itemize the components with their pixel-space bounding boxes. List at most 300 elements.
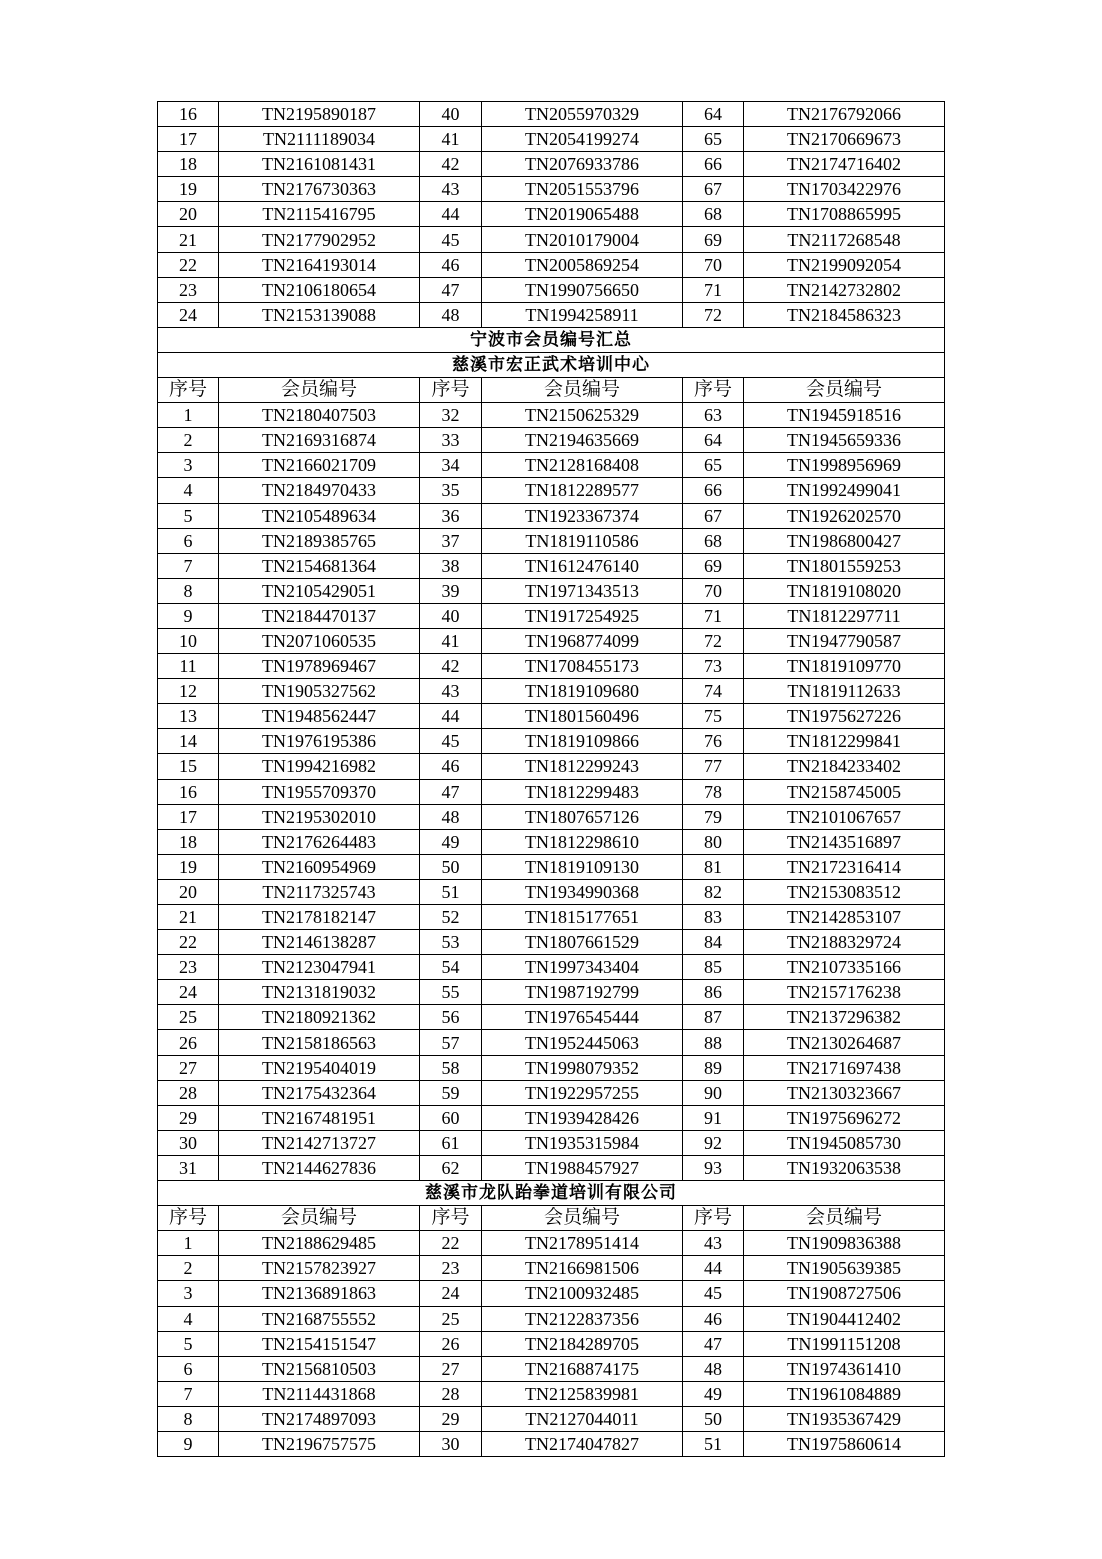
member-number-cell: TN2199092054 xyxy=(744,252,945,277)
seq-cell: 23 xyxy=(158,955,219,980)
member-number-cell: TN2178182147 xyxy=(219,905,420,930)
table-row xyxy=(158,1306,945,1331)
seq-cell: 58 xyxy=(420,1055,482,1080)
member-number-cell: TN1992499041 xyxy=(744,478,945,503)
member-number-cell: TN2111189034 xyxy=(219,127,420,152)
member-number-cell: TN1703422976 xyxy=(744,177,945,202)
seq-cell: 26 xyxy=(420,1331,482,1356)
seq-cell: 75 xyxy=(683,704,744,729)
member-number-header: 会员编号 xyxy=(744,378,945,403)
member-number-cell: TN1807657126 xyxy=(482,804,683,829)
table-row xyxy=(158,1381,945,1406)
member-number-cell: TN2122837356 xyxy=(482,1306,683,1331)
seq-cell: 41 xyxy=(420,628,482,653)
member-number-cell: TN1976195386 xyxy=(219,729,420,754)
member-number-cell: TN1935315984 xyxy=(482,1130,683,1155)
table-row xyxy=(158,754,945,779)
seq-cell: 30 xyxy=(158,1130,219,1155)
member-number-cell: TN2114431868 xyxy=(219,1381,420,1406)
table-row xyxy=(158,1356,945,1381)
seq-cell: 65 xyxy=(683,453,744,478)
member-number-cell: TN1976545444 xyxy=(482,1005,683,1030)
seq-cell: 5 xyxy=(158,1331,219,1356)
member-number-cell: TN1801559253 xyxy=(744,553,945,578)
table-row xyxy=(158,804,945,829)
seq-cell: 33 xyxy=(420,428,482,453)
member-number-cell: TN2010179004 xyxy=(482,227,683,252)
member-number-cell: TN2168755552 xyxy=(219,1306,420,1331)
seq-header: 序号 xyxy=(420,378,482,403)
member-number-cell: TN1988457927 xyxy=(482,1155,683,1180)
member-number-cell: TN2171697438 xyxy=(744,1055,945,1080)
seq-cell: 2 xyxy=(158,1256,219,1281)
table-row xyxy=(158,503,945,528)
member-number-cell: TN2178951414 xyxy=(482,1231,683,1256)
member-number-cell: TN1708865995 xyxy=(744,202,945,227)
seq-cell: 15 xyxy=(158,754,219,779)
section-title: 慈溪市宏正武术培训中心 xyxy=(158,352,945,377)
seq-cell: 21 xyxy=(158,227,219,252)
seq-cell: 24 xyxy=(158,980,219,1005)
seq-cell: 88 xyxy=(683,1030,744,1055)
seq-cell: 3 xyxy=(158,1281,219,1306)
table-row xyxy=(158,879,945,904)
seq-cell: 66 xyxy=(683,478,744,503)
table-row xyxy=(158,428,945,453)
member-number-cell: TN2019065488 xyxy=(482,202,683,227)
seq-cell: 44 xyxy=(420,202,482,227)
member-number-header: 会员编号 xyxy=(219,378,420,403)
table-row xyxy=(158,152,945,177)
table-row xyxy=(158,102,945,127)
table-row xyxy=(158,679,945,704)
seq-cell: 42 xyxy=(420,152,482,177)
seq-cell: 10 xyxy=(158,628,219,653)
seq-cell: 19 xyxy=(158,854,219,879)
column-header-row xyxy=(158,1206,945,1231)
seq-cell: 64 xyxy=(683,428,744,453)
seq-cell: 65 xyxy=(683,127,744,152)
seq-cell: 80 xyxy=(683,829,744,854)
member-number-cell: TN2150625329 xyxy=(482,403,683,428)
seq-cell: 27 xyxy=(420,1356,482,1381)
table-row xyxy=(158,202,945,227)
seq-cell: 37 xyxy=(420,528,482,553)
seq-cell: 6 xyxy=(158,528,219,553)
member-number-cell: TN1812299243 xyxy=(482,754,683,779)
seq-cell: 7 xyxy=(158,1381,219,1406)
member-number-cell: TN2167481951 xyxy=(219,1105,420,1130)
seq-cell: 45 xyxy=(420,227,482,252)
table-row xyxy=(158,980,945,1005)
member-number-cell: TN1975627226 xyxy=(744,704,945,729)
table-row xyxy=(158,1431,945,1456)
section-title-row xyxy=(158,327,945,352)
seq-cell: 77 xyxy=(683,754,744,779)
seq-cell: 69 xyxy=(683,227,744,252)
member-number-cell: TN2153083512 xyxy=(744,879,945,904)
member-number-cell: TN1923367374 xyxy=(482,503,683,528)
member-number-cell: TN2180921362 xyxy=(219,1005,420,1030)
seq-cell: 43 xyxy=(683,1231,744,1256)
member-number-cell: TN2153139088 xyxy=(219,302,420,327)
member-number-cell: TN2175432364 xyxy=(219,1080,420,1105)
member-number-header: 会员编号 xyxy=(482,1206,683,1231)
member-number-cell: TN1990756650 xyxy=(482,277,683,302)
member-number-cell: TN1812297711 xyxy=(744,603,945,628)
seq-cell: 28 xyxy=(158,1080,219,1105)
seq-cell: 47 xyxy=(683,1331,744,1356)
member-number-cell: TN2130323667 xyxy=(744,1080,945,1105)
seq-cell: 1 xyxy=(158,403,219,428)
seq-cell: 32 xyxy=(420,403,482,428)
seq-cell: 56 xyxy=(420,1005,482,1030)
member-number-cell: TN2174897093 xyxy=(219,1406,420,1431)
member-number-cell: TN2137296382 xyxy=(744,1005,945,1030)
member-number-cell: TN2051553796 xyxy=(482,177,683,202)
seq-cell: 85 xyxy=(683,955,744,980)
member-number-cell: TN2166021709 xyxy=(219,453,420,478)
seq-cell: 70 xyxy=(683,252,744,277)
seq-cell: 71 xyxy=(683,277,744,302)
member-number-cell: TN2174716402 xyxy=(744,152,945,177)
member-number-cell: TN2100932485 xyxy=(482,1281,683,1306)
seq-cell: 52 xyxy=(420,905,482,930)
member-number-cell: TN1708455173 xyxy=(482,654,683,679)
seq-cell: 16 xyxy=(158,779,219,804)
seq-cell: 46 xyxy=(420,754,482,779)
member-number-cell: TN1991151208 xyxy=(744,1331,945,1356)
member-number-cell: TN2194635669 xyxy=(482,428,683,453)
member-number-cell: TN2166981506 xyxy=(482,1256,683,1281)
member-number-header: 会员编号 xyxy=(744,1206,945,1231)
seq-cell: 92 xyxy=(683,1130,744,1155)
member-number-cell: TN2128168408 xyxy=(482,453,683,478)
member-number-cell: TN1819109866 xyxy=(482,729,683,754)
seq-cell: 71 xyxy=(683,603,744,628)
member-number-cell: TN2157176238 xyxy=(744,980,945,1005)
member-number-cell: TN2076933786 xyxy=(482,152,683,177)
seq-cell: 62 xyxy=(420,1155,482,1180)
seq-cell: 43 xyxy=(420,177,482,202)
seq-cell: 5 xyxy=(158,503,219,528)
table-row xyxy=(158,779,945,804)
seq-cell: 61 xyxy=(420,1130,482,1155)
table-row xyxy=(158,252,945,277)
member-number-cell: TN2172316414 xyxy=(744,854,945,879)
member-number-cell: TN2168874175 xyxy=(482,1356,683,1381)
member-number-cell: TN2184233402 xyxy=(744,754,945,779)
seq-cell: 89 xyxy=(683,1055,744,1080)
table-row xyxy=(158,528,945,553)
member-number-cell: TN1968774099 xyxy=(482,628,683,653)
seq-cell: 25 xyxy=(420,1306,482,1331)
seq-cell: 9 xyxy=(158,1431,219,1456)
member-number-cell: TN1939428426 xyxy=(482,1105,683,1130)
seq-cell: 48 xyxy=(420,804,482,829)
table-row xyxy=(158,1055,945,1080)
seq-cell: 40 xyxy=(420,603,482,628)
member-number-cell: TN1987192799 xyxy=(482,980,683,1005)
seq-cell: 69 xyxy=(683,553,744,578)
seq-cell: 54 xyxy=(420,955,482,980)
member-number-cell: TN2142732802 xyxy=(744,277,945,302)
member-number-cell: TN1986800427 xyxy=(744,528,945,553)
member-number-cell: TN2136891863 xyxy=(219,1281,420,1306)
seq-cell: 86 xyxy=(683,980,744,1005)
seq-cell: 19 xyxy=(158,177,219,202)
seq-cell: 44 xyxy=(420,704,482,729)
member-number-cell: TN2160954969 xyxy=(219,854,420,879)
seq-cell: 7 xyxy=(158,553,219,578)
member-number-cell: TN2123047941 xyxy=(219,955,420,980)
table-row xyxy=(158,1005,945,1030)
table-row xyxy=(158,302,945,327)
seq-cell: 8 xyxy=(158,1406,219,1431)
seq-cell: 8 xyxy=(158,578,219,603)
table-row xyxy=(158,1080,945,1105)
seq-cell: 24 xyxy=(420,1281,482,1306)
seq-cell: 18 xyxy=(158,152,219,177)
table-row xyxy=(158,1030,945,1055)
member-number-cell: TN2195302010 xyxy=(219,804,420,829)
member-number-cell: TN2174047827 xyxy=(482,1431,683,1456)
seq-cell: 12 xyxy=(158,679,219,704)
member-number-cell: TN2184289705 xyxy=(482,1331,683,1356)
seq-cell: 82 xyxy=(683,879,744,904)
member-number-cell: TN1612476140 xyxy=(482,553,683,578)
seq-cell: 46 xyxy=(420,252,482,277)
table-row xyxy=(158,1155,945,1180)
seq-cell: 16 xyxy=(158,102,219,127)
member-number-cell: TN1998956969 xyxy=(744,453,945,478)
seq-cell: 55 xyxy=(420,980,482,1005)
member-number-cell: TN1994216982 xyxy=(219,754,420,779)
member-number-cell: TN1819108020 xyxy=(744,578,945,603)
member-number-cell: TN2176792066 xyxy=(744,102,945,127)
seq-cell: 13 xyxy=(158,704,219,729)
seq-cell: 60 xyxy=(420,1105,482,1130)
seq-cell: 50 xyxy=(420,854,482,879)
table-row xyxy=(158,654,945,679)
table-row xyxy=(158,1256,945,1281)
seq-cell: 14 xyxy=(158,729,219,754)
seq-cell: 45 xyxy=(683,1281,744,1306)
seq-cell: 53 xyxy=(420,930,482,955)
member-number-cell: TN1926202570 xyxy=(744,503,945,528)
section-title-row xyxy=(158,352,945,377)
seq-cell: 49 xyxy=(420,829,482,854)
member-number-cell: TN1947790587 xyxy=(744,628,945,653)
table-row xyxy=(158,603,945,628)
seq-cell: 17 xyxy=(158,804,219,829)
seq-cell: 51 xyxy=(420,879,482,904)
member-number-cell: TN1932063538 xyxy=(744,1155,945,1180)
member-number-header: 会员编号 xyxy=(482,378,683,403)
section-title: 慈溪市龙队跆拳道培训有限公司 xyxy=(158,1181,945,1206)
member-number-cell: TN2169316874 xyxy=(219,428,420,453)
seq-cell: 29 xyxy=(420,1406,482,1431)
seq-cell: 64 xyxy=(683,102,744,127)
member-number-cell: TN2005869254 xyxy=(482,252,683,277)
seq-cell: 22 xyxy=(158,930,219,955)
member-number-cell: TN1812299483 xyxy=(482,779,683,804)
member-number-cell: TN1819109680 xyxy=(482,679,683,704)
table-row xyxy=(158,177,945,202)
section-title-row xyxy=(158,1181,945,1206)
seq-cell: 31 xyxy=(158,1155,219,1180)
member-number-cell: TN2170669673 xyxy=(744,127,945,152)
seq-cell: 43 xyxy=(420,679,482,704)
seq-cell: 72 xyxy=(683,628,744,653)
seq-cell: 49 xyxy=(683,1381,744,1406)
seq-cell: 11 xyxy=(158,654,219,679)
seq-cell: 70 xyxy=(683,578,744,603)
seq-cell: 67 xyxy=(683,177,744,202)
member-number-cell: TN2105429051 xyxy=(219,578,420,603)
table-row xyxy=(158,1130,945,1155)
table-row xyxy=(158,578,945,603)
seq-cell: 84 xyxy=(683,930,744,955)
seq-cell: 68 xyxy=(683,202,744,227)
member-number-cell: TN1815177651 xyxy=(482,905,683,930)
seq-cell: 6 xyxy=(158,1356,219,1381)
table-row xyxy=(158,1231,945,1256)
seq-cell: 18 xyxy=(158,829,219,854)
member-number-cell: TN1952445063 xyxy=(482,1030,683,1055)
seq-cell: 2 xyxy=(158,428,219,453)
seq-cell: 1 xyxy=(158,1231,219,1256)
member-number-cell: TN1819110586 xyxy=(482,528,683,553)
member-number-cell: TN2142713727 xyxy=(219,1130,420,1155)
member-number-cell: TN2189385765 xyxy=(219,528,420,553)
member-number-cell: TN1807661529 xyxy=(482,930,683,955)
seq-cell: 9 xyxy=(158,603,219,628)
table-row xyxy=(158,478,945,503)
seq-cell: 59 xyxy=(420,1080,482,1105)
seq-cell: 51 xyxy=(683,1431,744,1456)
member-number-cell: TN1922957255 xyxy=(482,1080,683,1105)
table-row xyxy=(158,628,945,653)
seq-cell: 74 xyxy=(683,679,744,704)
member-number-cell: TN1961084889 xyxy=(744,1381,945,1406)
member-number-cell: TN2105489634 xyxy=(219,503,420,528)
seq-cell: 72 xyxy=(683,302,744,327)
seq-cell: 20 xyxy=(158,879,219,904)
table-row xyxy=(158,127,945,152)
member-number-cell: TN1994258911 xyxy=(482,302,683,327)
seq-cell: 4 xyxy=(158,1306,219,1331)
member-number-cell: TN2130264687 xyxy=(744,1030,945,1055)
seq-cell: 35 xyxy=(420,478,482,503)
seq-cell: 76 xyxy=(683,729,744,754)
member-number-cell: TN2195404019 xyxy=(219,1055,420,1080)
seq-cell: 29 xyxy=(158,1105,219,1130)
seq-cell: 38 xyxy=(420,553,482,578)
seq-cell: 24 xyxy=(158,302,219,327)
member-number-cell: TN2176264483 xyxy=(219,829,420,854)
seq-cell: 42 xyxy=(420,654,482,679)
seq-cell: 22 xyxy=(158,252,219,277)
seq-cell: 46 xyxy=(683,1306,744,1331)
seq-cell: 25 xyxy=(158,1005,219,1030)
table-row xyxy=(158,955,945,980)
table-row xyxy=(158,1406,945,1431)
seq-cell: 26 xyxy=(158,1030,219,1055)
member-number-table xyxy=(157,101,945,1457)
seq-cell: 93 xyxy=(683,1155,744,1180)
member-number-cell: TN1945085730 xyxy=(744,1130,945,1155)
member-number-cell: TN2177902952 xyxy=(219,227,420,252)
member-number-cell: TN2055970329 xyxy=(482,102,683,127)
seq-cell: 27 xyxy=(158,1055,219,1080)
member-number-table-body xyxy=(158,102,945,1457)
member-number-cell: TN2143516897 xyxy=(744,829,945,854)
seq-cell: 78 xyxy=(683,779,744,804)
member-number-cell: TN2107335166 xyxy=(744,955,945,980)
member-number-cell: TN1975860614 xyxy=(744,1431,945,1456)
seq-cell: 48 xyxy=(420,302,482,327)
seq-cell: 17 xyxy=(158,127,219,152)
member-number-cell: TN1955709370 xyxy=(219,779,420,804)
seq-cell: 47 xyxy=(420,277,482,302)
seq-cell: 21 xyxy=(158,905,219,930)
seq-cell: 91 xyxy=(683,1105,744,1130)
seq-cell: 90 xyxy=(683,1080,744,1105)
table-row xyxy=(158,403,945,428)
member-number-cell: TN2117325743 xyxy=(219,879,420,904)
seq-header: 序号 xyxy=(158,378,219,403)
member-number-cell: TN2106180654 xyxy=(219,277,420,302)
member-number-cell: TN2176730363 xyxy=(219,177,420,202)
member-number-cell: TN1801560496 xyxy=(482,704,683,729)
member-number-cell: TN1998079352 xyxy=(482,1055,683,1080)
seq-cell: 40 xyxy=(420,102,482,127)
seq-cell: 44 xyxy=(683,1256,744,1281)
table-row xyxy=(158,1105,945,1130)
member-number-cell: TN1978969467 xyxy=(219,654,420,679)
member-number-cell: TN1945659336 xyxy=(744,428,945,453)
member-number-cell: TN2131819032 xyxy=(219,980,420,1005)
table-row xyxy=(158,729,945,754)
member-number-cell: TN2184470137 xyxy=(219,603,420,628)
member-number-cell: TN2071060535 xyxy=(219,628,420,653)
seq-header: 序号 xyxy=(683,378,744,403)
seq-cell: 87 xyxy=(683,1005,744,1030)
member-number-cell: TN2101067657 xyxy=(744,804,945,829)
seq-cell: 81 xyxy=(683,854,744,879)
table-row xyxy=(158,829,945,854)
seq-cell: 48 xyxy=(683,1356,744,1381)
table-row xyxy=(158,553,945,578)
seq-cell: 67 xyxy=(683,503,744,528)
member-number-cell: TN2158186563 xyxy=(219,1030,420,1055)
member-number-cell: TN1997343404 xyxy=(482,955,683,980)
seq-cell: 73 xyxy=(683,654,744,679)
seq-cell: 22 xyxy=(420,1231,482,1256)
member-number-cell: TN1904412402 xyxy=(744,1306,945,1331)
member-number-cell: TN2188329724 xyxy=(744,930,945,955)
member-number-cell: TN2180407503 xyxy=(219,403,420,428)
member-number-cell: TN2184970433 xyxy=(219,478,420,503)
seq-cell: 57 xyxy=(420,1030,482,1055)
seq-header: 序号 xyxy=(158,1206,219,1231)
seq-cell: 4 xyxy=(158,478,219,503)
member-number-cell: TN1812289577 xyxy=(482,478,683,503)
seq-cell: 3 xyxy=(158,453,219,478)
seq-header: 序号 xyxy=(683,1206,744,1231)
member-number-cell: TN1935367429 xyxy=(744,1406,945,1431)
